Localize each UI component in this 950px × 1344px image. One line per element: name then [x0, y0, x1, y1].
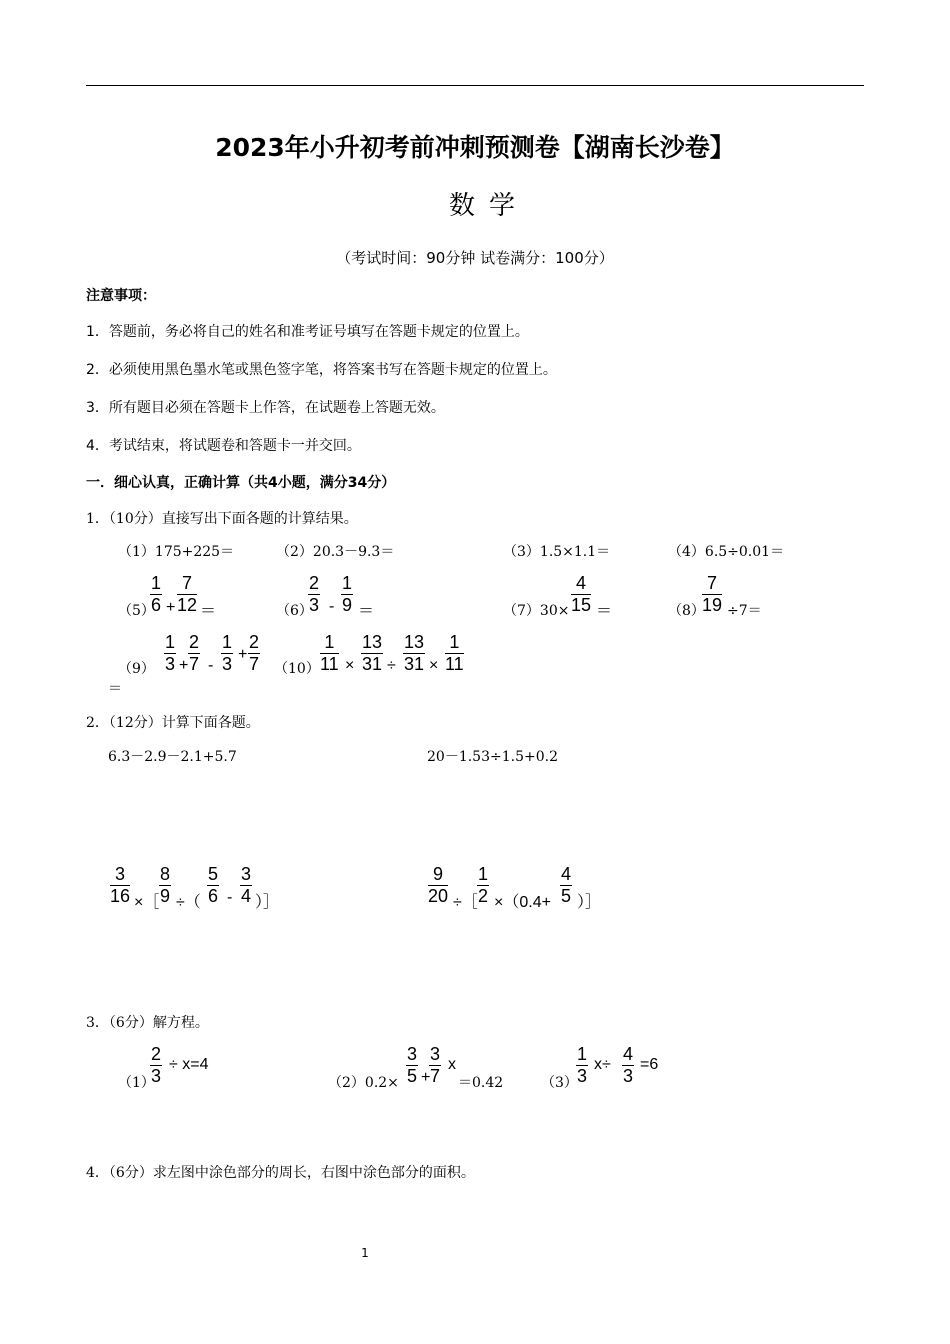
question-3-stem: 3．（6分）解方程。 — [86, 1015, 209, 1031]
fraction: $\frac{7}{12}$ — [177, 573, 198, 615]
q1-part-6-label: （6） — [276, 603, 313, 619]
exam-info: （考试时间：90分钟 试卷满分：100分） — [336, 249, 614, 267]
q1-part-2: （2）20.3－9.3＝ — [276, 544, 395, 560]
fraction: $\frac{13}{31}$ — [362, 632, 383, 674]
equals-sign: ＝ — [108, 681, 122, 697]
q1-part-9-label: （9） — [118, 661, 155, 677]
q3-part-1-label: （1） — [118, 1075, 155, 1091]
question-2-stem: 2．（12分）计算下面各题。 — [86, 715, 260, 731]
note-item: 2．必须使用黑色墨水笔或黑色签字笔，将答案书写在答题卡规定的位置上。 — [86, 362, 557, 378]
fraction: $\frac{2}{3}$ — [151, 1044, 162, 1086]
fraction: $\frac{8}{9}$ — [160, 864, 171, 906]
operator: ÷ — [387, 657, 396, 674]
operator: ）］ — [577, 894, 602, 911]
notes-heading: 注意事项： — [86, 288, 156, 304]
operator: ×（0.4+ — [494, 894, 551, 911]
operator: + — [179, 657, 189, 674]
operator: + — [421, 1069, 431, 1086]
q3-part-2-label: （2）0.2× — [328, 1075, 399, 1091]
equation-rest: =6 — [640, 1056, 659, 1073]
operator: - — [329, 598, 335, 615]
fraction: $\frac{4}{5}$ — [561, 864, 572, 906]
q1-part-3: （3）1.5×1.1＝ — [503, 544, 611, 560]
fraction: $\frac{1}{3}$ — [222, 632, 233, 674]
fraction: $\frac{3}{4}$ — [241, 864, 252, 906]
fraction: $\frac{2}{3}$ — [309, 573, 320, 615]
subject-title: 数学 — [448, 191, 529, 221]
note-item: 1．答题前，务必将自己的姓名和准考证号填写在答题卡规定的位置上。 — [86, 324, 529, 340]
fraction: $\frac{4}{15}$ — [571, 573, 592, 615]
equals-sign: ＝ — [596, 603, 613, 620]
equals-sign: ＝ — [200, 603, 217, 620]
q2-expression-1: 6.3－2.9－2.1+5.7 — [108, 749, 237, 765]
fraction: $\frac{2}{7}$ — [249, 632, 260, 674]
operator: - — [227, 889, 233, 906]
fraction: $\frac{13}{31}$ — [404, 632, 425, 674]
section-heading: 一．细心认真，正确计算（共4小题，满分34分） — [86, 475, 396, 491]
operator: × — [345, 657, 355, 674]
variable: x — [448, 1056, 456, 1073]
operator: ）］ — [255, 894, 280, 911]
q2-expression-2: 20－1.53÷1.5+0.2 — [427, 749, 558, 765]
operator: ÷［ — [453, 894, 478, 911]
q1-part-5-label: （5） — [118, 603, 155, 619]
note-item: 4．考试结束，将试题卷和答题卡一并交回。 — [86, 438, 361, 454]
fraction: $\frac{1}{9}$ — [342, 573, 353, 615]
question-4-stem: 4．（6分）求左图中涂色部分的周长，右图中涂色部分的面积。 — [86, 1165, 475, 1181]
fraction: $\frac{1}{2}$ — [478, 864, 489, 906]
equation-rest: ＝0.42 — [458, 1075, 504, 1091]
q1-part-4: （4）6.5÷0.01＝ — [668, 544, 785, 560]
q1-part-8-label: （8） — [668, 603, 705, 619]
operator: + — [238, 646, 248, 663]
operator: + — [166, 599, 176, 616]
fraction: $\frac{7}{19}$ — [702, 573, 723, 615]
page-number: 1 — [361, 1246, 369, 1260]
equation-rest: ÷ x=4 — [169, 1056, 209, 1073]
fraction: $\frac{1}{6}$ — [151, 573, 162, 615]
question-1-stem: 1．（10分）直接写出下面各题的计算结果。 — [86, 511, 358, 527]
fraction: $\frac{5}{6}$ — [208, 864, 219, 906]
q1-part-1: （1）175+225＝ — [118, 544, 235, 560]
header-rule — [86, 85, 864, 86]
q3-part-3-label: （3） — [541, 1075, 578, 1091]
fraction: $\frac{4}{3}$ — [623, 1044, 634, 1086]
operator: x÷ — [594, 1056, 611, 1073]
operator: × — [429, 657, 439, 674]
operator: ÷（ — [176, 894, 201, 911]
fraction: $\frac{1}{3}$ — [577, 1044, 588, 1086]
note-item: 3．所有题目必须在答题卡上作答，在试题卷上答题无效。 — [86, 400, 445, 416]
fraction: $\frac{3}{16}$ — [110, 864, 131, 906]
q1-part-8-rest: ÷7＝ — [727, 603, 762, 619]
q1-part-7-label: （7）30× — [503, 603, 570, 619]
operator: ×［ — [134, 894, 160, 911]
fraction: $\frac{3}{5}$ — [407, 1044, 418, 1086]
fraction: $\frac{3}{7}$ — [430, 1044, 441, 1086]
fraction: $\frac{9}{20}$ — [428, 864, 449, 906]
fraction: $\frac{1}{3}$ — [165, 632, 176, 674]
fraction: $\frac{1}{11}$ — [320, 632, 339, 674]
exam-title: 2023年小升初考前冲刺预测卷【湖南长沙卷】 — [215, 133, 735, 162]
operator: - — [208, 657, 214, 674]
fraction: $\frac{1}{11}$ — [445, 632, 464, 674]
fraction: $\frac{2}{7}$ — [189, 632, 200, 674]
q1-part-10-label: （10） — [274, 661, 320, 677]
equals-sign: ＝ — [358, 603, 375, 620]
